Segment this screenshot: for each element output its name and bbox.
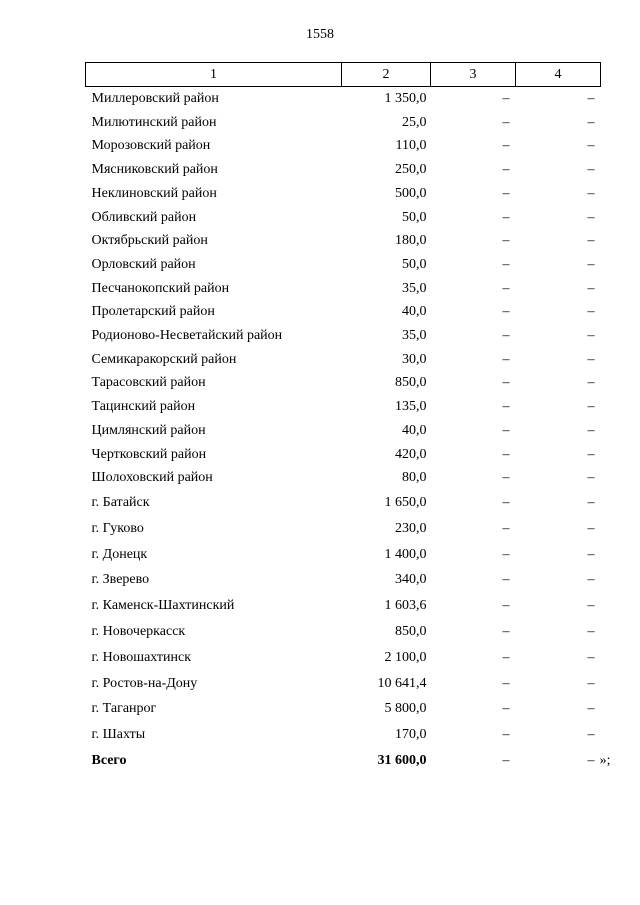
row-col4: – bbox=[587, 422, 595, 438]
row-name: Шолоховский район bbox=[91, 470, 213, 486]
row-col4: – bbox=[587, 399, 595, 415]
row-name: г. Каменск-Шахтинский bbox=[91, 598, 235, 614]
row-col3: – bbox=[502, 256, 510, 272]
row-col4: – bbox=[587, 233, 595, 249]
total-col4-cell bbox=[516, 748, 611, 774]
table-row bbox=[86, 516, 601, 542]
table-row bbox=[86, 419, 601, 443]
row-col4: – bbox=[587, 138, 595, 154]
row-value: 850,0 bbox=[395, 375, 427, 391]
row-name: г. Донецк bbox=[91, 546, 148, 562]
row-name: Семикаракорский район bbox=[91, 351, 237, 367]
row-col3: – bbox=[502, 470, 510, 486]
row-value: 10 641,4 bbox=[377, 675, 427, 691]
row-col3: – bbox=[502, 598, 510, 614]
table-row bbox=[86, 722, 601, 748]
row-value: 340,0 bbox=[395, 572, 427, 588]
row-name: Тацинский район bbox=[91, 399, 196, 415]
table-row bbox=[86, 229, 601, 253]
row-col4: – bbox=[587, 114, 595, 130]
column-header-2: 2 bbox=[342, 63, 431, 87]
row-value: 1 603,6 bbox=[384, 598, 427, 614]
table-row bbox=[86, 490, 601, 516]
total-col3: – bbox=[502, 752, 510, 768]
row-col4: – bbox=[587, 470, 595, 486]
row-col4: – bbox=[587, 304, 595, 320]
row-value: 30,0 bbox=[402, 351, 427, 367]
table-row bbox=[86, 348, 601, 372]
total-col4: – bbox=[587, 752, 595, 768]
row-col4: – bbox=[587, 328, 595, 344]
row-col4: – bbox=[587, 185, 595, 201]
table-row bbox=[86, 395, 601, 419]
row-col3: – bbox=[502, 233, 510, 249]
row-name: Песчанокопский район bbox=[91, 280, 230, 296]
row-col4: – bbox=[587, 162, 595, 178]
row-col3: – bbox=[502, 494, 510, 510]
row-name: Обливский район bbox=[91, 209, 197, 225]
table-row bbox=[86, 206, 601, 230]
table-row bbox=[86, 300, 601, 324]
row-col3: – bbox=[502, 351, 510, 367]
row-value: 180,0 bbox=[395, 233, 427, 249]
row-col4: – bbox=[587, 209, 595, 225]
table bbox=[85, 62, 611, 774]
row-value: 25,0 bbox=[402, 114, 427, 130]
row-name: Морозовский район bbox=[91, 138, 211, 154]
table-row bbox=[86, 182, 601, 206]
row-col4: – bbox=[587, 375, 595, 391]
row-name: Милютинский район bbox=[91, 114, 217, 130]
column-header-3: 3 bbox=[431, 63, 516, 87]
table-row bbox=[86, 158, 601, 182]
row-value: 2 100,0 bbox=[384, 649, 427, 665]
row-name: г. Шахты bbox=[91, 727, 146, 743]
table-row bbox=[86, 619, 601, 645]
table-row bbox=[86, 671, 601, 697]
row-name: Миллеровский район bbox=[91, 91, 219, 106]
row-col3: – bbox=[502, 209, 510, 225]
row-col4: – bbox=[587, 623, 595, 639]
row-col4: – bbox=[587, 546, 595, 562]
row-name: Мясниковский район bbox=[91, 162, 218, 178]
row-name: г. Новошахтинск bbox=[91, 649, 192, 665]
table-row bbox=[86, 645, 601, 671]
row-name: г. Новочеркасск bbox=[91, 623, 186, 639]
row-col3: – bbox=[502, 114, 510, 130]
row-col4: – bbox=[587, 675, 595, 691]
row-value: 35,0 bbox=[402, 280, 427, 296]
row-col3: – bbox=[502, 727, 510, 743]
row-col3: – bbox=[502, 328, 510, 344]
row-col3: – bbox=[502, 399, 510, 415]
page-number: 1558 bbox=[306, 27, 334, 42]
table-row bbox=[86, 134, 601, 158]
column-header-1: 1 bbox=[86, 63, 342, 87]
total-row bbox=[86, 748, 601, 774]
row-col3: – bbox=[502, 185, 510, 201]
row-col3: – bbox=[502, 675, 510, 691]
row-name: Тарасовский район bbox=[91, 375, 206, 391]
row-name: Пролетарский район bbox=[91, 304, 215, 320]
row-name: г. Ростов-на-Дону bbox=[91, 675, 198, 691]
row-col4: – bbox=[587, 520, 595, 536]
row-value: 170,0 bbox=[395, 727, 427, 743]
row-value: 135,0 bbox=[395, 399, 427, 415]
table-row bbox=[86, 567, 601, 593]
total-value: 31 600,0 bbox=[377, 752, 427, 768]
row-name: Родионово-Несветайский район bbox=[91, 328, 283, 344]
row-col4: – bbox=[587, 572, 595, 588]
row-col4: – bbox=[587, 256, 595, 272]
column-header-4: 4 bbox=[516, 63, 601, 87]
row-value: 80,0 bbox=[402, 470, 427, 486]
row-col4: – bbox=[587, 649, 595, 665]
row-col3: – bbox=[502, 701, 510, 717]
row-name: г. Зверево bbox=[91, 572, 150, 588]
row-name: г. Таганрог bbox=[91, 701, 157, 717]
row-col4: – bbox=[587, 280, 595, 296]
table-row bbox=[86, 277, 601, 301]
row-col3: – bbox=[502, 649, 510, 665]
row-col4: – bbox=[587, 701, 595, 717]
row-col3: – bbox=[502, 375, 510, 391]
row-col3: – bbox=[502, 162, 510, 178]
row-name: Октябрьский район bbox=[91, 233, 208, 249]
table-header-row bbox=[86, 63, 601, 87]
row-value: 1 650,0 bbox=[384, 494, 427, 510]
row-col4: – bbox=[587, 351, 595, 367]
row-name: Чертковский район bbox=[91, 446, 207, 462]
row-value: 230,0 bbox=[395, 520, 427, 536]
row-col3: – bbox=[502, 520, 510, 536]
table-row bbox=[86, 443, 601, 467]
row-name: г. Батайск bbox=[91, 494, 150, 510]
row-value: 40,0 bbox=[402, 304, 427, 320]
row-value: 1 350,0 bbox=[384, 91, 427, 106]
table-row bbox=[86, 466, 601, 490]
row-col3: – bbox=[502, 446, 510, 462]
row-value: 50,0 bbox=[402, 256, 427, 272]
row-col3: – bbox=[502, 623, 510, 639]
row-col3: – bbox=[502, 572, 510, 588]
row-col4: – bbox=[587, 91, 595, 106]
row-value: 500,0 bbox=[395, 185, 427, 201]
row-col3: – bbox=[502, 138, 510, 154]
row-value: 250,0 bbox=[395, 162, 427, 178]
allocation-table bbox=[85, 62, 611, 774]
row-col3: – bbox=[502, 546, 510, 562]
table-row bbox=[86, 111, 601, 135]
row-name: Неклиновский район bbox=[91, 185, 217, 201]
row-col3: – bbox=[502, 304, 510, 320]
table-body bbox=[86, 87, 611, 774]
row-value: 5 800,0 bbox=[384, 701, 427, 717]
row-name: Цимлянский район bbox=[91, 422, 206, 438]
row-name: г. Гуково bbox=[91, 520, 144, 536]
table-row bbox=[86, 324, 601, 348]
row-col4: – bbox=[587, 494, 595, 510]
row-value: 420,0 bbox=[395, 446, 427, 462]
table-row bbox=[86, 371, 601, 395]
table-row bbox=[86, 253, 601, 277]
row-col4: – bbox=[587, 727, 595, 743]
closing-quote-suffix: »; bbox=[599, 752, 611, 768]
row-col3: – bbox=[502, 91, 510, 106]
table-row bbox=[86, 696, 601, 722]
table-row bbox=[86, 542, 601, 568]
row-value: 40,0 bbox=[402, 422, 427, 438]
row-col4: – bbox=[587, 598, 595, 614]
row-value: 50,0 bbox=[402, 209, 427, 225]
total-name: Всего bbox=[91, 752, 127, 768]
row-name: Орловский район bbox=[91, 256, 196, 272]
row-col3: – bbox=[502, 422, 510, 438]
row-value: 850,0 bbox=[395, 623, 427, 639]
row-value: 110,0 bbox=[395, 138, 427, 154]
table-row bbox=[86, 87, 601, 111]
row-col3: – bbox=[502, 280, 510, 296]
row-value: 1 400,0 bbox=[384, 546, 427, 562]
table-row bbox=[86, 593, 601, 619]
row-value: 35,0 bbox=[402, 328, 427, 344]
row-col4: – bbox=[587, 446, 595, 462]
